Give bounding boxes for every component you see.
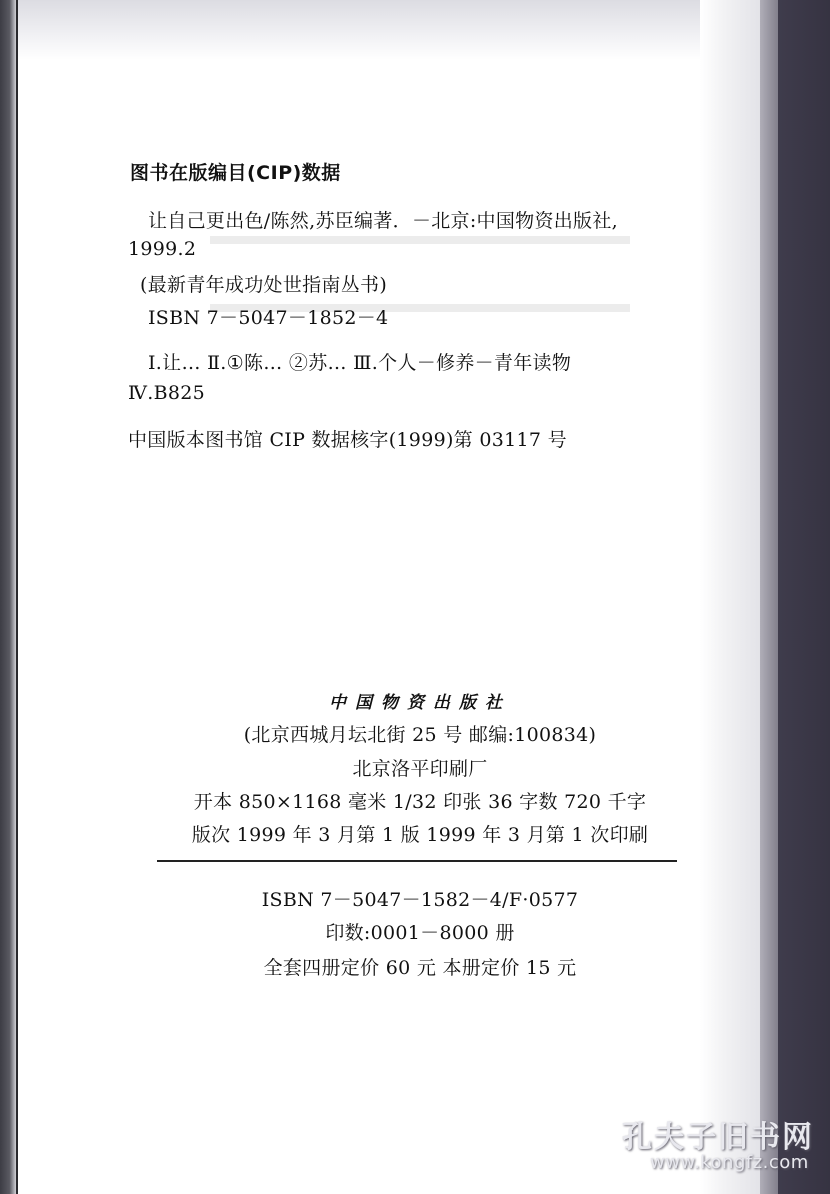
- scan-left-edge: [0, 0, 16, 1194]
- publisher-address: (北京西城月坛北街 25 号 邮编:100834): [243, 724, 597, 746]
- cip-entry-line1: 让自己更出色/陈然,苏臣编著．－北京:中国物资出版社,: [148, 210, 618, 232]
- price-info: 全套四册定价 60 元 本册定价 15 元: [263, 957, 577, 979]
- cip-classification: Ⅳ.B825: [128, 382, 206, 404]
- watermark-logo-text: 孔夫子旧书网: [622, 1120, 814, 1155]
- cip-subjects: Ⅰ.让… Ⅱ.①陈… ②苏… Ⅲ.个人－修养－青年读物: [148, 352, 572, 374]
- cip-record-number: 中国版本图书馆 CIP 数据核字(1999)第 03117 号: [128, 429, 567, 451]
- page-top-shadow: [18, 0, 718, 60]
- scan-left-border: [16, 0, 18, 1194]
- page-right-shade: [700, 0, 760, 1194]
- format-info: 开本 850×1168 毫米 1/32 印张 36 字数 720 千字: [193, 791, 647, 813]
- print-run: 印数:0001－8000 册: [325, 922, 515, 944]
- cip-isbn: ISBN 7－5047－1852－4: [148, 307, 389, 329]
- watermark-url: www.kongfz.com: [650, 1152, 809, 1173]
- printer-name: 北京洛平印刷厂: [352, 758, 488, 780]
- divider-line: [157, 860, 677, 862]
- cip-series: (最新青年成功处世指南丛书): [140, 274, 388, 296]
- cip-entry-line2: 1999.2: [128, 238, 197, 260]
- scan-right-dark: [778, 0, 830, 1194]
- edition-info: 版次 1999 年 3 月第 1 版 1999 年 3 月第 1 次印刷: [191, 824, 649, 846]
- cip-title: 图书在版编目(CIP)数据: [130, 162, 341, 184]
- publisher-name: 中国物资出版社: [329, 693, 511, 713]
- isbn-full: ISBN 7－5047－1582－4/F·0577: [261, 889, 579, 911]
